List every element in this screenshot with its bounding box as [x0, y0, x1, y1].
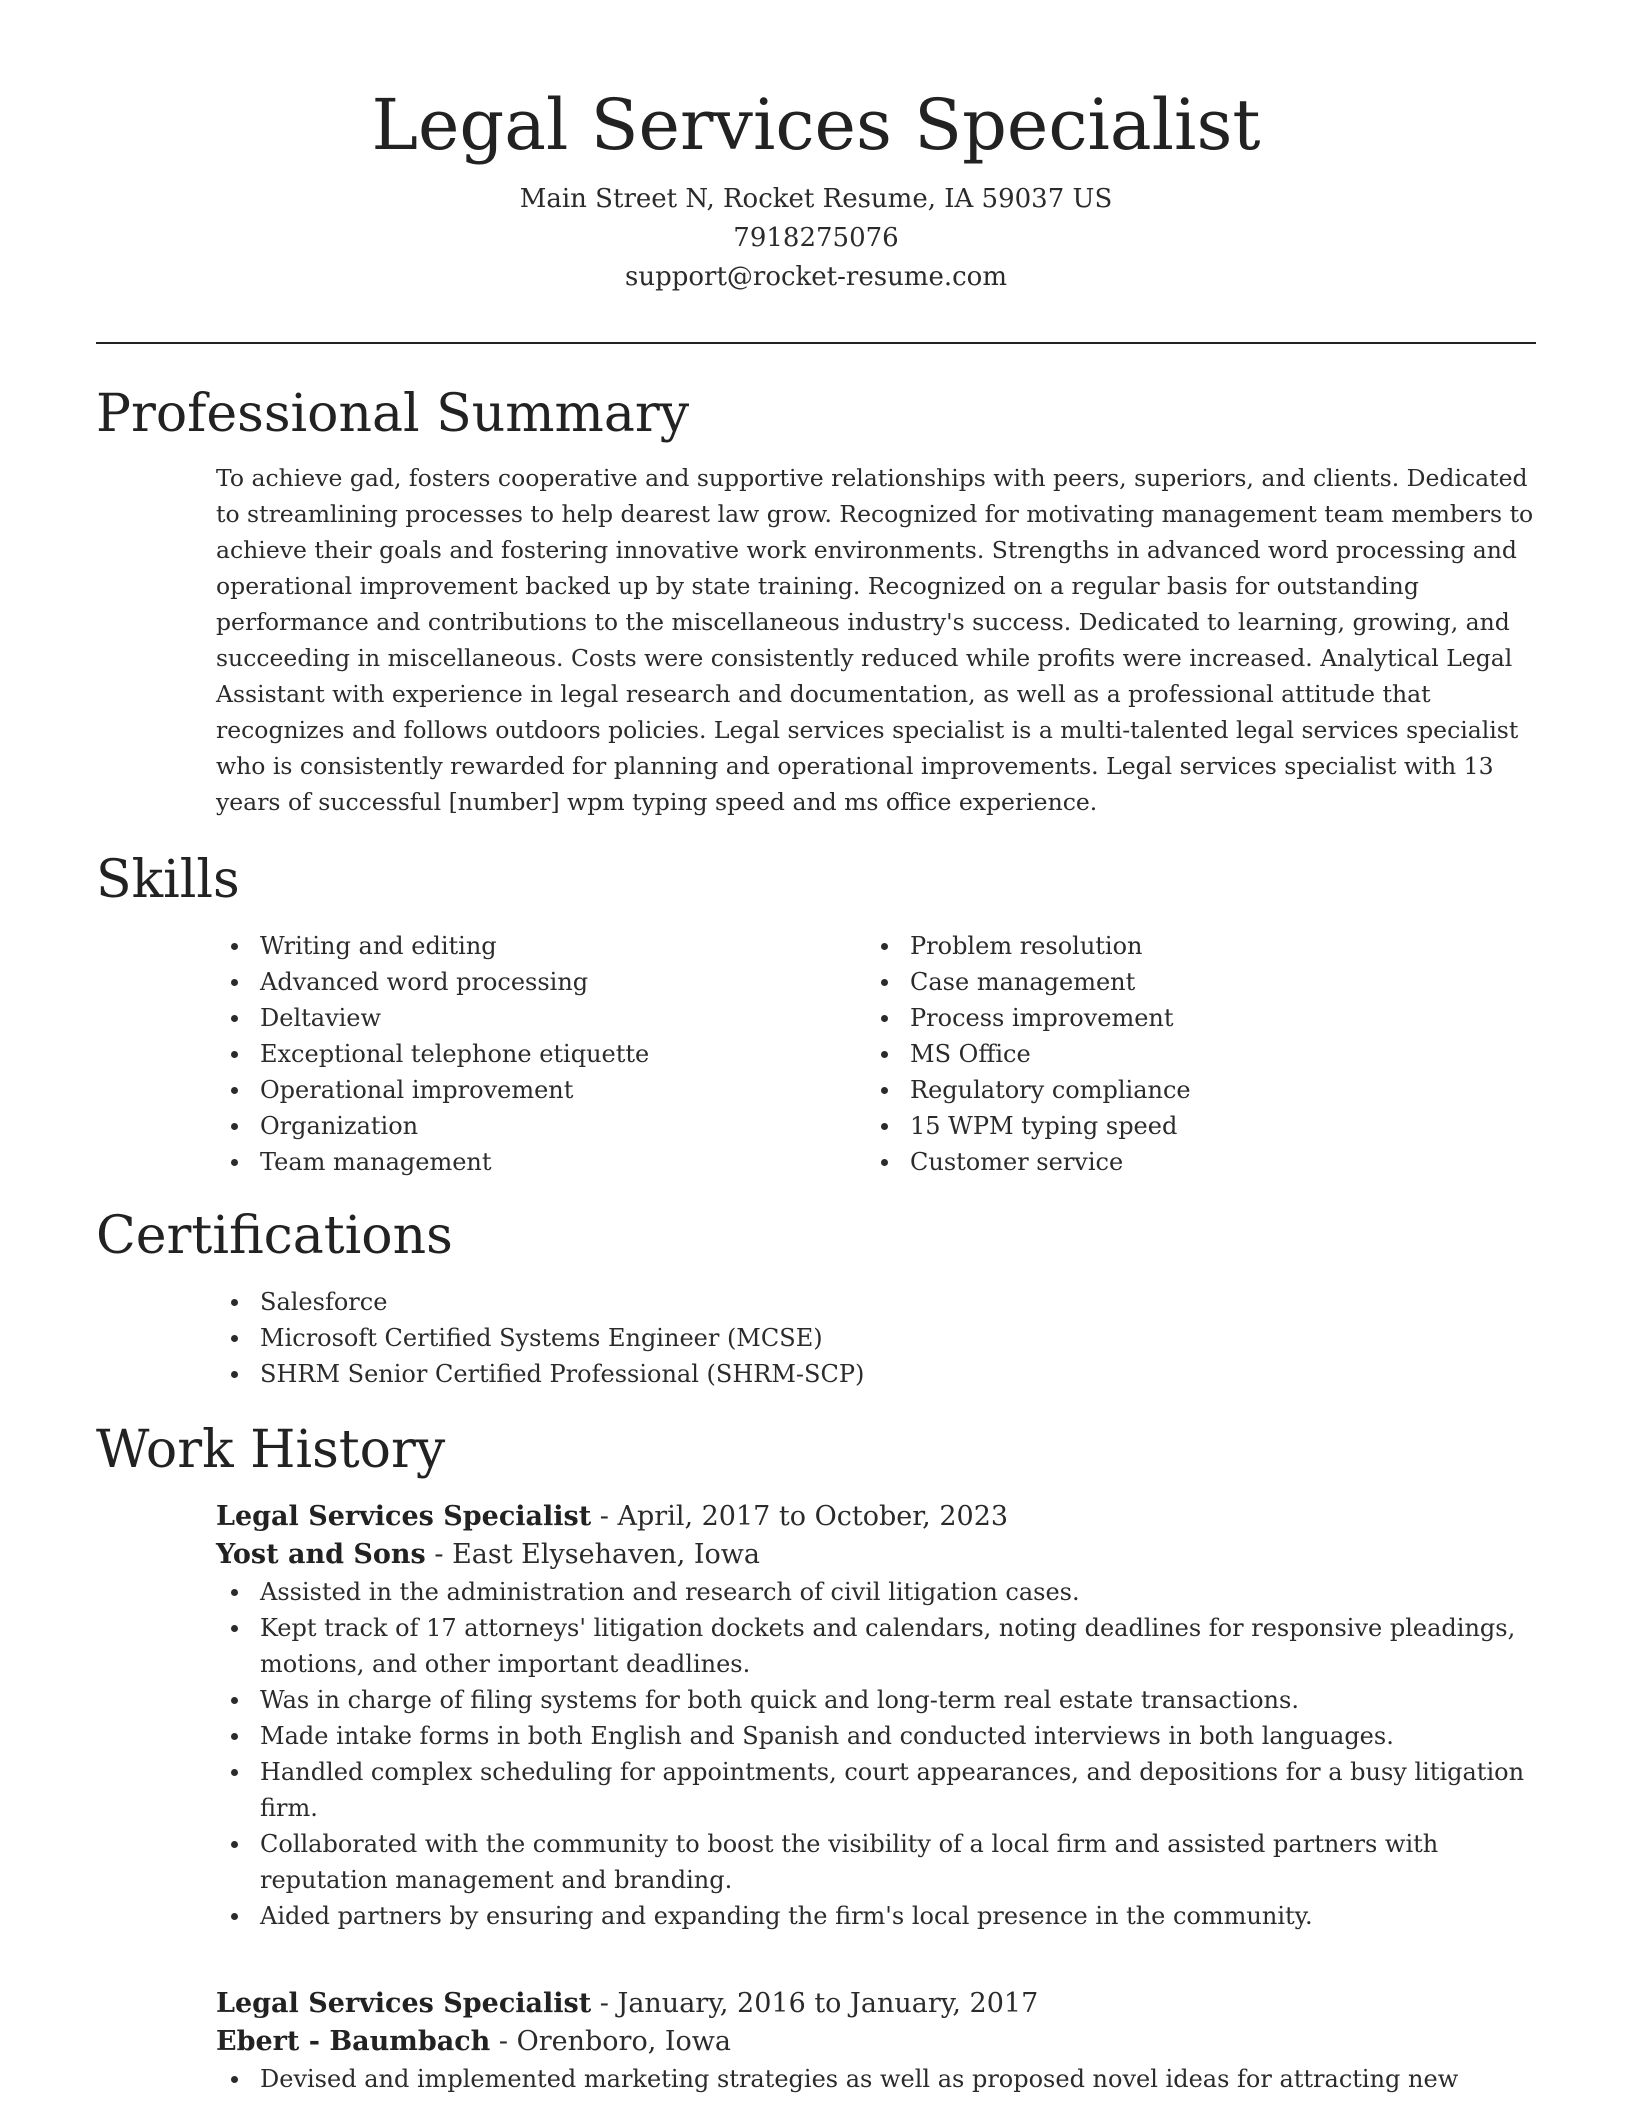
job-bullet: Made intake forms in both English and Spanish and conducted interviews in both languages.	[216, 1718, 1536, 1754]
skill-item: Deltaview	[216, 1000, 816, 1036]
contact-phone: 7918275076	[733, 223, 899, 253]
job-bullet: Was in charge of filing systems for both quick and long-term real estate transactions.	[216, 1682, 1536, 1718]
separator: -	[591, 1501, 618, 1532]
job-bullet: Assisted in the administration and research of civil litigation cases.	[216, 1574, 1536, 1610]
job-bullet: Handled complex scheduling for appointments, court appearances, and depositions for a busy litigation firm.	[216, 1754, 1536, 1826]
certifications-list	[216, 1284, 1536, 1392]
contact-address: Main Street N, Rocket Resume, IA 59037 US	[519, 184, 1113, 214]
job-entry	[216, 1498, 1536, 1934]
skill-item: Case management	[866, 964, 1466, 1000]
job-title-line	[216, 1985, 1536, 2023]
contact-block	[96, 180, 1536, 297]
summary-text: To achieve gad, fosters cooperative and supportive relationships with peers, superiors, and clients. Dedicated to streamlining processes to help dearest law grow. Recognized for motivating management team members to achieve their goals and fostering innovative work environments. Strengths in advanced word processing and operational improvement backed up by state training. Recognized on a regular basis for outstanding performance and contributions to the miscellaneous industry's success. Dedicated to learning, growing, and succeeding in miscellaneous. Costs were consistently reduced while profits were increased. Analytical Legal Assistant with experience in legal research and documentation, as well as a professional attitude that recognizes and follows outdoors policies. Legal services specialist is a multi-talented legal services specialist who is consistently rewarded for planning and operational improvements. Legal services specialist with 13 years of successful [number] wpm typing speed and ms office experience.	[216, 464, 1534, 816]
separator: -	[591, 1988, 618, 2019]
job-bullets	[216, 2061, 1536, 2097]
job-company-line	[216, 1536, 1536, 1574]
summary-heading: Professional Summary	[96, 384, 690, 444]
skill-item: Process improvement	[866, 1000, 1466, 1036]
job-bullet: Kept track of 17 attorneys' litigation dockets and calendars, noting deadlines for responsive pleadings, motions, and other important deadlines.	[216, 1610, 1536, 1682]
job-title-line	[216, 1498, 1536, 1536]
skill-item: Organization	[216, 1108, 816, 1144]
job-location: East Elysehaven, Iowa	[452, 1539, 760, 1570]
skill-item: Team management	[216, 1144, 816, 1180]
work-history-heading: Work History	[96, 1420, 446, 1480]
skill-item: Customer service	[866, 1144, 1466, 1180]
job-dates: January, 2016 to January, 2017	[617, 1988, 1039, 2019]
job-entry	[216, 1985, 1536, 2097]
job-dates: April, 2017 to October, 2023	[617, 1501, 1009, 1532]
certification-item: SHRM Senior Certified Professional (SHRM-SCP)	[216, 1356, 1536, 1392]
job-title: Legal Services Specialist	[216, 1988, 592, 2019]
job-company: Yost and Sons	[216, 1539, 426, 1570]
contact-email: support@rocket-resume.com	[624, 262, 1007, 292]
job-company-line	[216, 2023, 1536, 2061]
resume-name: Legal Services Specialist	[371, 84, 1261, 166]
job-title: Legal Services Specialist	[216, 1501, 592, 1532]
certifications-heading: Certifications	[96, 1206, 453, 1266]
skills-list-right	[866, 928, 1466, 1180]
header-divider	[96, 342, 1536, 344]
certification-item: Salesforce	[216, 1284, 1536, 1320]
skill-item: Operational improvement	[216, 1072, 816, 1108]
skill-item: Problem resolution	[866, 928, 1466, 964]
skill-item: MS Office	[866, 1036, 1466, 1072]
skills-heading: Skills	[96, 850, 240, 910]
skill-item: Writing and editing	[216, 928, 816, 964]
job-company: Ebert - Baumbach	[216, 2026, 491, 2057]
job-bullet: Devised and implemented marketing strategies as well as proposed novel ideas for attracting new	[216, 2061, 1536, 2097]
job-location: Orenboro, Iowa	[516, 2026, 732, 2057]
skill-item: Advanced word processing	[216, 964, 816, 1000]
separator: -	[425, 1539, 453, 1570]
skills-list-left	[216, 928, 816, 1180]
job-bullet: Collaborated with the community to boost the visibility of a local firm and assisted partners with reputation management and branding.	[216, 1826, 1536, 1898]
job-bullet: Aided partners by ensuring and expanding the firm's local presence in the community.	[216, 1898, 1536, 1934]
resume-header	[96, 80, 1536, 297]
certification-item: Microsoft Certified Systems Engineer (MCSE)	[216, 1320, 1536, 1356]
job-bullets	[216, 1574, 1536, 1934]
separator: -	[490, 2026, 517, 2057]
skill-item: Exceptional telephone etiquette	[216, 1036, 816, 1072]
skill-item: 15 WPM typing speed	[866, 1108, 1466, 1144]
skill-item: Regulatory compliance	[866, 1072, 1466, 1108]
